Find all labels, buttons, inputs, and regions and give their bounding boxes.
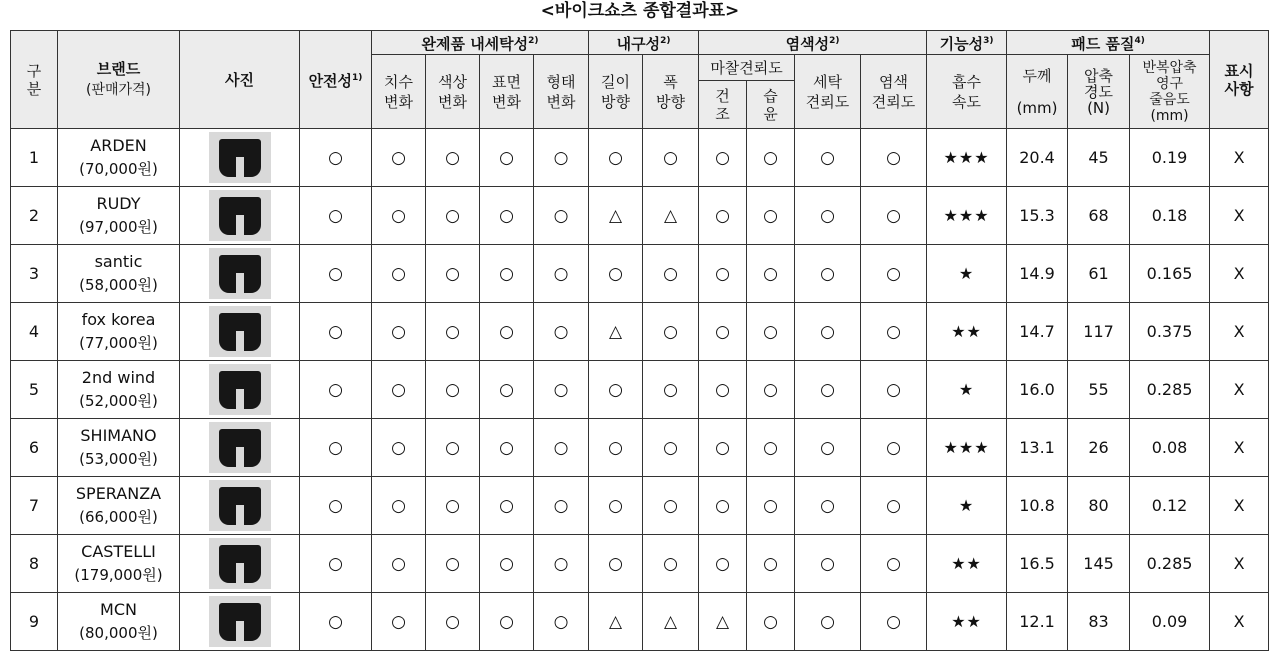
- row-no: 2: [11, 187, 58, 245]
- row-durability-0: ○: [589, 129, 643, 187]
- product-photo: [209, 306, 271, 357]
- row-wash-0: ○: [372, 477, 426, 535]
- row-wash-3: ○: [534, 419, 589, 477]
- table-row: [11, 361, 1269, 419]
- row-wash-0: ○: [372, 535, 426, 593]
- header-colorfast-label: 염색성: [785, 35, 830, 53]
- row-friction-0: ○: [699, 419, 747, 477]
- product-photo: [209, 132, 271, 183]
- brand-price: (66,000원): [79, 507, 158, 526]
- row-label: X: [1210, 361, 1269, 419]
- table-row: [11, 187, 1269, 245]
- row-pad-2: 0.08: [1130, 419, 1210, 477]
- row-durability-0: ○: [589, 361, 643, 419]
- row-wash-3: ○: [534, 245, 589, 303]
- header-brand-sub: (판매가격): [85, 82, 152, 98]
- row-durability-1: ○: [643, 535, 699, 593]
- brand-price: (77,000원): [79, 333, 158, 352]
- row-durability-1: ○: [643, 129, 699, 187]
- row-pad-1: 45: [1068, 129, 1130, 187]
- table-title: <바이크쇼츠 종합결과표>: [540, 1, 740, 21]
- row-friction-0: ○: [699, 245, 747, 303]
- row-label: X: [1210, 129, 1269, 187]
- row-durability-0: ○: [589, 245, 643, 303]
- header-wash-label: 완제품 내세탁성: [421, 35, 529, 53]
- row-photo: [180, 187, 300, 245]
- row-wash-3: ○: [534, 593, 589, 651]
- header-safety: [300, 31, 372, 129]
- row-brand: [58, 419, 180, 477]
- row-colorfast-0: ○: [795, 593, 861, 651]
- brand-name: 2nd wind: [81, 367, 156, 387]
- shorts-image: [219, 603, 261, 641]
- row-photo: [180, 303, 300, 361]
- row-wash-0: ○: [372, 245, 426, 303]
- row-function: ★: [927, 477, 1007, 535]
- row-friction-1: ○: [747, 245, 795, 303]
- header-wash-shape: 형태 변화: [534, 55, 589, 129]
- product-photo: [209, 248, 271, 299]
- header-durability-sup: 2): [660, 36, 671, 46]
- row-brand: [58, 187, 180, 245]
- row-pad-1: 61: [1068, 245, 1130, 303]
- header-pad-sup: 4): [1134, 36, 1145, 46]
- row-colorfast-1: ○: [861, 129, 927, 187]
- header-durability-length: 길이 방향: [589, 55, 643, 129]
- row-no: 8: [11, 535, 58, 593]
- row-colorfast-1: ○: [861, 593, 927, 651]
- row-colorfast-1: ○: [861, 477, 927, 535]
- row-friction-1: ○: [747, 419, 795, 477]
- row-function: ★★: [927, 535, 1007, 593]
- product-photo: [209, 364, 271, 415]
- results-table: [10, 30, 1269, 651]
- row-safety: ○: [300, 303, 372, 361]
- shorts-image: [219, 545, 261, 583]
- row-photo: [180, 245, 300, 303]
- header-colorfast-wash: 세탁 견뢰도: [795, 55, 861, 129]
- row-pad-1: 55: [1068, 361, 1130, 419]
- row-pad-0: 14.9: [1007, 245, 1068, 303]
- row-colorfast-1: ○: [861, 535, 927, 593]
- brand-name: SHIMANO: [80, 425, 157, 445]
- row-wash-1: ○: [426, 245, 480, 303]
- header-brand-label: 브랜드: [96, 60, 141, 78]
- header-colorfast: [699, 31, 927, 55]
- row-label: X: [1210, 535, 1269, 593]
- row-pad-0: 15.3: [1007, 187, 1068, 245]
- row-photo: [180, 535, 300, 593]
- header-friction-wet: 습 윤: [747, 81, 795, 129]
- row-pad-0: 10.8: [1007, 477, 1068, 535]
- row-safety: ○: [300, 535, 372, 593]
- row-pad-2: 0.165: [1130, 245, 1210, 303]
- table-row: [11, 477, 1269, 535]
- table-row: [11, 535, 1269, 593]
- row-pad-0: 16.0: [1007, 361, 1068, 419]
- row-colorfast-1: ○: [861, 419, 927, 477]
- header-brand: [58, 31, 180, 129]
- row-friction-1: ○: [747, 593, 795, 651]
- row-colorfast-0: ○: [795, 303, 861, 361]
- row-brand: [58, 361, 180, 419]
- header-pad-set: 반복압축 영구 줄음도 (mm): [1130, 55, 1210, 129]
- row-pad-0: 14.7: [1007, 303, 1068, 361]
- header-colorfast-sup: 2): [829, 36, 840, 46]
- brand-name: santic: [94, 251, 143, 271]
- row-function: ★★: [927, 303, 1007, 361]
- row-wash-0: ○: [372, 129, 426, 187]
- row-friction-0: ○: [699, 303, 747, 361]
- row-function: ★★★: [927, 129, 1007, 187]
- row-photo: [180, 129, 300, 187]
- row-no: 7: [11, 477, 58, 535]
- table-row: [11, 245, 1269, 303]
- brand-name: CASTELLI: [81, 541, 156, 561]
- row-friction-0: ○: [699, 129, 747, 187]
- table-row: [11, 129, 1269, 187]
- row-durability-1: ○: [643, 303, 699, 361]
- row-durability-0: ○: [589, 535, 643, 593]
- row-friction-0: ○: [699, 535, 747, 593]
- brand-name: RUDY: [96, 193, 141, 213]
- header-pad: [1007, 31, 1210, 55]
- row-safety: ○: [300, 593, 372, 651]
- row-label: X: [1210, 303, 1269, 361]
- row-colorfast-0: ○: [795, 129, 861, 187]
- row-friction-0: ○: [699, 187, 747, 245]
- row-friction-0: ○: [699, 477, 747, 535]
- row-wash-1: ○: [426, 361, 480, 419]
- brand-name: SPERANZA: [75, 483, 162, 503]
- table-row: [11, 593, 1269, 651]
- row-wash-1: ○: [426, 187, 480, 245]
- row-function: ★★: [927, 593, 1007, 651]
- row-wash-3: ○: [534, 303, 589, 361]
- row-wash-0: ○: [372, 361, 426, 419]
- row-durability-0: △: [589, 303, 643, 361]
- row-photo: [180, 419, 300, 477]
- row-pad-0: 13.1: [1007, 419, 1068, 477]
- row-pad-2: 0.285: [1130, 361, 1210, 419]
- row-wash-2: ○: [480, 303, 534, 361]
- row-label: X: [1210, 187, 1269, 245]
- row-pad-1: 68: [1068, 187, 1130, 245]
- row-pad-1: 117: [1068, 303, 1130, 361]
- row-friction-1: ○: [747, 477, 795, 535]
- row-pad-1: 26: [1068, 419, 1130, 477]
- row-colorfast-0: ○: [795, 361, 861, 419]
- product-photo: [209, 596, 271, 647]
- row-colorfast-0: ○: [795, 187, 861, 245]
- header-function-label: 기능성: [939, 35, 984, 53]
- row-brand: [58, 477, 180, 535]
- brand-price: (52,000원): [79, 391, 158, 410]
- product-photo: [209, 480, 271, 531]
- row-friction-1: ○: [747, 303, 795, 361]
- header-label: 표시 사항: [1210, 31, 1269, 129]
- brand-name: fox korea: [81, 309, 156, 329]
- row-wash-3: ○: [534, 129, 589, 187]
- row-durability-0: ○: [589, 419, 643, 477]
- row-safety: ○: [300, 361, 372, 419]
- row-wash-1: ○: [426, 419, 480, 477]
- table-row: [11, 419, 1269, 477]
- header-function: [927, 31, 1007, 55]
- brand-price: (80,000원): [79, 623, 158, 642]
- brand-price: (97,000원): [79, 217, 158, 236]
- row-pad-0: 12.1: [1007, 593, 1068, 651]
- row-label: X: [1210, 245, 1269, 303]
- row-pad-2: 0.285: [1130, 535, 1210, 593]
- header-function-sup: 3): [983, 36, 994, 46]
- row-pad-0: 20.4: [1007, 129, 1068, 187]
- row-pad-2: 0.375: [1130, 303, 1210, 361]
- row-label: X: [1210, 419, 1269, 477]
- product-photo: [209, 538, 271, 589]
- row-safety: ○: [300, 129, 372, 187]
- row-wash-3: ○: [534, 361, 589, 419]
- row-colorfast-1: ○: [861, 245, 927, 303]
- row-durability-1: ○: [643, 477, 699, 535]
- table-row: [11, 303, 1269, 361]
- header-pad-thickness: 두께 (mm): [1007, 55, 1068, 129]
- row-wash-1: ○: [426, 129, 480, 187]
- row-no: 9: [11, 593, 58, 651]
- row-wash-0: ○: [372, 419, 426, 477]
- row-friction-1: ○: [747, 129, 795, 187]
- row-pad-2: 0.09: [1130, 593, 1210, 651]
- row-brand: [58, 535, 180, 593]
- shorts-image: [219, 487, 261, 525]
- row-wash-2: ○: [480, 419, 534, 477]
- row-pad-1: 80: [1068, 477, 1130, 535]
- row-pad-2: 0.18: [1130, 187, 1210, 245]
- row-friction-1: ○: [747, 535, 795, 593]
- row-colorfast-0: ○: [795, 535, 861, 593]
- header-pad-hardness: 압축 경도 (N): [1068, 55, 1130, 129]
- row-wash-1: ○: [426, 593, 480, 651]
- row-photo: [180, 593, 300, 651]
- header-friction-dry: 건 조: [699, 81, 747, 129]
- header-durability: [589, 31, 699, 55]
- header-safety-sup: 1): [352, 73, 363, 83]
- brand-price: (53,000원): [79, 449, 158, 468]
- row-durability-1: △: [643, 593, 699, 651]
- header-wash-size: 치수 변화: [372, 55, 426, 129]
- row-no: 6: [11, 419, 58, 477]
- row-colorfast-0: ○: [795, 245, 861, 303]
- shorts-image: [219, 139, 261, 177]
- row-wash-2: ○: [480, 245, 534, 303]
- row-wash-2: ○: [480, 593, 534, 651]
- header-function-speed: 흡수 속도: [927, 55, 1007, 129]
- row-no: 1: [11, 129, 58, 187]
- row-wash-3: ○: [534, 187, 589, 245]
- row-pad-0: 16.5: [1007, 535, 1068, 593]
- row-friction-1: ○: [747, 361, 795, 419]
- row-durability-1: △: [643, 187, 699, 245]
- table-body: [11, 129, 1269, 651]
- row-wash-1: ○: [426, 535, 480, 593]
- header-colorfast-dye: 염색 견뢰도: [861, 55, 927, 129]
- row-wash-3: ○: [534, 535, 589, 593]
- row-colorfast-1: ○: [861, 361, 927, 419]
- row-wash-2: ○: [480, 361, 534, 419]
- header-pad-label: 패드 품질: [1071, 35, 1135, 53]
- header-durability-width: 폭 방향: [643, 55, 699, 129]
- header-friction: 마찰견뢰도: [699, 55, 795, 81]
- row-brand: [58, 245, 180, 303]
- row-pad-1: 145: [1068, 535, 1130, 593]
- row-wash-2: ○: [480, 477, 534, 535]
- row-friction-0: ○: [699, 361, 747, 419]
- row-label: X: [1210, 593, 1269, 651]
- row-brand: [58, 303, 180, 361]
- header-wash-color: 색상 변화: [426, 55, 480, 129]
- row-safety: ○: [300, 245, 372, 303]
- row-wash-0: ○: [372, 303, 426, 361]
- shorts-image: [219, 197, 261, 235]
- row-colorfast-0: ○: [795, 419, 861, 477]
- row-wash-0: ○: [372, 187, 426, 245]
- row-safety: ○: [300, 419, 372, 477]
- row-function: ★: [927, 361, 1007, 419]
- row-pad-1: 83: [1068, 593, 1130, 651]
- shorts-image: [219, 313, 261, 351]
- row-colorfast-1: ○: [861, 303, 927, 361]
- row-pad-2: 0.19: [1130, 129, 1210, 187]
- brand-name: ARDEN: [90, 135, 147, 155]
- brand-price: (58,000원): [79, 275, 158, 294]
- row-function: ★: [927, 245, 1007, 303]
- header-wash: [372, 31, 589, 55]
- row-photo: [180, 361, 300, 419]
- header-safety-label: 안전성: [308, 72, 353, 90]
- shorts-image: [219, 371, 261, 409]
- row-colorfast-0: ○: [795, 477, 861, 535]
- row-friction-0: △: [699, 593, 747, 651]
- header-wash-sup: 2): [528, 36, 539, 46]
- brand-price: (179,000원): [74, 565, 163, 584]
- row-no: 4: [11, 303, 58, 361]
- row-durability-1: ○: [643, 419, 699, 477]
- row-durability-0: ○: [589, 477, 643, 535]
- row-wash-1: ○: [426, 477, 480, 535]
- row-safety: ○: [300, 187, 372, 245]
- row-brand: [58, 593, 180, 651]
- row-wash-2: ○: [480, 129, 534, 187]
- row-wash-2: ○: [480, 187, 534, 245]
- row-pad-2: 0.12: [1130, 477, 1210, 535]
- row-colorfast-1: ○: [861, 187, 927, 245]
- row-no: 5: [11, 361, 58, 419]
- shorts-image: [219, 429, 261, 467]
- row-photo: [180, 477, 300, 535]
- row-wash-3: ○: [534, 477, 589, 535]
- row-no: 3: [11, 245, 58, 303]
- row-wash-2: ○: [480, 535, 534, 593]
- row-function: ★★★: [927, 419, 1007, 477]
- header-durability-label: 내구성: [616, 35, 661, 53]
- row-safety: ○: [300, 477, 372, 535]
- header-no: 구 분: [11, 31, 58, 129]
- row-durability-0: △: [589, 593, 643, 651]
- header-photo: 사진: [180, 31, 300, 129]
- row-durability-0: △: [589, 187, 643, 245]
- row-durability-1: ○: [643, 361, 699, 419]
- product-photo: [209, 190, 271, 241]
- row-function: ★★★: [927, 187, 1007, 245]
- row-friction-1: ○: [747, 187, 795, 245]
- row-wash-0: ○: [372, 593, 426, 651]
- product-photo: [209, 422, 271, 473]
- row-brand: [58, 129, 180, 187]
- row-wash-1: ○: [426, 303, 480, 361]
- shorts-image: [219, 255, 261, 293]
- brand-price: (70,000원): [79, 159, 158, 178]
- row-label: X: [1210, 477, 1269, 535]
- header-wash-surface: 표면 변화: [480, 55, 534, 129]
- brand-name: MCN: [100, 599, 137, 619]
- row-durability-1: ○: [643, 245, 699, 303]
